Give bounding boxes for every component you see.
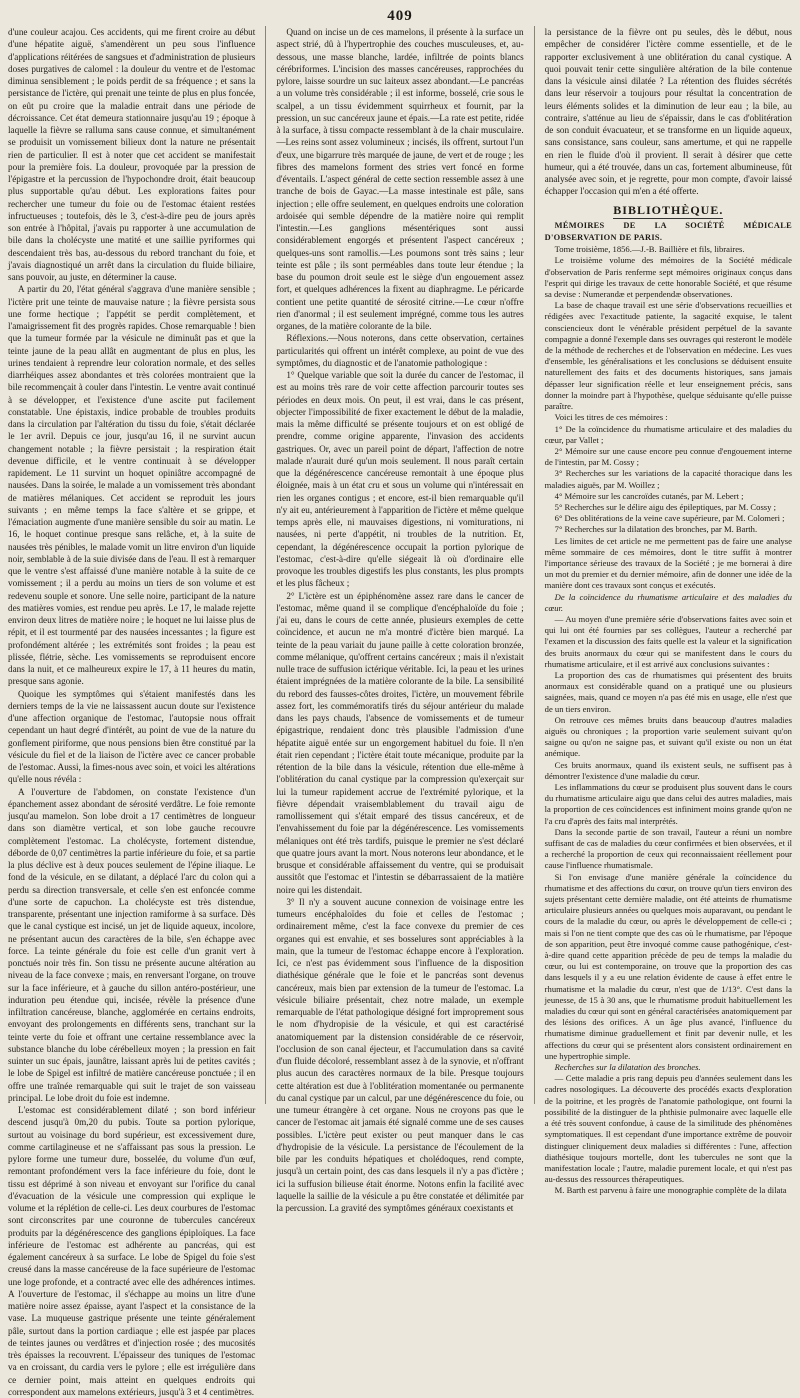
after-list-paragraph: Les limites de cet article ne me permettent pas de faire une analyse même sommaire de ces mémoires, dont le titre suffit à montrer l'importance sérieuse des travaux de la Société ; je me bornerai à dire un mot du premier et du dernier mémoire, afin de donner une idée de la manière dont ces travaux sont conçus et exécutés. xyxy=(544,535,792,591)
paragraph: Ces bruits anormaux, quand ils existent seuls, ne suffisent pas à démontrer l'existence d'une maladie du cœur. xyxy=(544,759,792,781)
section-title: BIBLIOTHÈQUE. xyxy=(613,202,724,217)
subsection-2-paragraphs xyxy=(545,1073,792,1196)
review-publication: Tome troisième, 1856.—J.-B. Baillière et fils, libraires. xyxy=(554,244,745,255)
subsection-1-title-text: De la coïncidence du rhumatisme articulaire et des maladies du cœur. xyxy=(544,591,792,613)
paragraph: La base de chaque travail est une série d'observations recueillies et rédigées avec l'exactitude patiente, la sagacité exquise, le talent consciencieux dont le vénérable président perpétuel de la savante compagnie a donné l'exemple dans ses ouvrages qui resteront le modèle de la méthode de recherches et de l'observation en médecine. Les vues d'ensemble, les généralisations et les conclusions se déduisent ensuite naturellement des faits et des documents historiques, sans jamais dépasser leur signification réelle et leur enseignement précis, sans donner la moindre part à l'hypothèse, quelque séduisante qu'elle puisse paraître. xyxy=(544,300,792,412)
paragraph: Les inflammations du cœur se produisent plus souvent dans le cours du rhumatisme articulaire aigu que dans celui des autres maladies, mais la proportion de ces coïncidences est infiniment moins grande qu'on ne l'a cru d'après des faits mal interprétés. xyxy=(544,782,792,826)
column-divider xyxy=(265,26,266,1104)
paragraph: Le troisième volume des mémoires de la Société médicale d'observation de Paris renferme sept mémoires originaux conçus dans l'esprit qui dirige les travaux de cette honorable Société, et que résume sa devise : Numerandæ et perpendendæ observationes. xyxy=(544,255,792,300)
paragraph: On retrouve ces mêmes bruits dans beaucoup d'autres maladies aiguës ou chroniques ; la proportion varie seulement suivant qu'on saigne ou qu'on ne saigne pas, et suivant qu'il existe ou non un état anémique. xyxy=(544,714,792,759)
paragraph: 3° Recherches sur les variations de la capacité thoracique dans les maladies aiguës, par M. Woillez ; xyxy=(544,468,792,490)
paragraph: 1° De la coïncidence du rhumatisme articulaire et des maladies du cœur, par Vallet ; xyxy=(544,423,792,445)
paragraph: Quand on incise un de ces mamelons, il présente à la surface un aspect strié, dû à l'hypertrophie des couches musculeuses, et, au-dessous, une masse blanche, lardée, infiltrée de points blancs cérébriformes. L'incision des masses cancéreuses, rapprochées du pylore, laisse sourdre un suc laiteux assez abondant.—Le pancréas a un volume très considérable ; il est informe, bosselé, crie sous le scalpel, a un tissu évidemment squirrheux et fournit, par la pression, un suc cancéreux jaune et épais.—La rate est petite, ridée à la surface, à tissu compacte ressemblant à de la chair musculaire.—Les reins sont assez volumineux ; incisés, ils offrent, surtout l'un d'eux, une bigarrure très marquée de jaune, de vert et de rouge ; les fibres des mamelons forment des stries vert foncé en forme d'éventails. L'aspect général de cette section ressemble assez à une tranche de bois de Gayac.—La masse intestinale est pâle, sans injection ; elle offre seulement, en quelques endroits une coloration ardoisée qui semble dépendre de la matière noire qui remplit l'intestin.—Les ganglions mésentériques sont aussi considérablement engorgés et présentent l'aspect cancéreux ; quelques-uns sont ramollis.—Les poumons sont très sains ; leur teinte est pâle ; ils sont perméables dans toute leur étendue ; la base du poumon droit seule est le siège d'un engouement assez fort, et quelques adhérences la fixent au diaphragme. Le péricarde contient une petite quantité de sérosité citrine.—Le cœur n'offre rien d'anormal ; il est seulement imprégné, comme tous les autres organes, de la matière colorante de la bile. xyxy=(276,27,524,331)
subsection-1-title xyxy=(545,592,792,614)
column-1 xyxy=(8,26,256,1397)
paragraph: d'une couleur acajou. Ces accidents, qui me firent croire au début d'une hépatite aiguë, s'amendèrent un peu sous l'influence d'applications réitérées de sangsues et d'administration de plusieurs doses purgatives de calomel : la douleur du ventre et de l'estomac diminua sensiblement ; le poids perdit de sa fréquence ; et sans la persistance de l'ictère, qui prenait une teinte de plus en plus foncée, on eût pu croire que la maladie entrait dans une période de décroissance. Cet état demeura stationnaire jusqu'au 19 ; époque à laquelle la fièvre se ralluma sans cause connue, et simultanément se produisit un vomissement bilieux dont la nature ne présentait rien de particulier. Il est à noter que cet accident se manifestait pour la première fois. La douleur, provoquée par la pression de l'épigastre et la percussion de l'hypochondre droit, était beaucoup plus supportable qu'au début. Les explorations faites pour rechercher une tumeur du foie ou de l'estomac étaient restées infructueuses ; toutefois, dès le 3, c'est-à-dire peu de jours après son entrée à l'hôpital, j'avais pu rapporter à une accumulation de bile dans la cholécyste une matité et une saillie pyriformes qui descendaient très bas, au-dessous du rebord tranchant du foie, et j'avais diagnostiqué un arrêt dans la circulation du fluide biliaire, sans pouvoir, au juste, en déterminer la cause. xyxy=(8,27,256,282)
memoir-list xyxy=(545,424,792,536)
paragraph: M. Barth est parvenu à faire une monographie complète de la dilata xyxy=(554,1185,787,1196)
paragraph: Si l'on envisage d'une manière générale la coïncidence du rhumatisme et des affections du cœur, on trouve qu'un tiers environ des sujets présentant cette dernière maladie, ont été atteints de rhumatisme articulaire plusieurs années ou quelques mois auparavant, ou pendant le cours de la maladie du cœur, ou après le développement de celle-ci ; mais si l'on ne tient compte que des cas où le rhumatisme, par l'époque de son apparition, peut être invoqué comme cause pathogénique, c'est-à-dire quand cette apparition précède de peu de temps la maladie du cœur, ou lui est contemporaine, on trouve que la proportion des cas dans lesquels il y a eu une relation évidente de cause à effet entre le rhumatisme et la maladie du cœur, n'est que de 1/13°. C'est dans la jeunesse, de 15 à 30 ans, que le rhumatisme produit habituellement les maladies du cœur qui sont en général caractérisées anatomiquement par des lésions des orifices. A un âge plus avancé, l'influence du rhumatisme diminue graduellement et finit par devenir nulle, et les affections du cœur qui se présentent alors consistent ordinairement en une hypertrophie simple. xyxy=(544,871,792,1061)
column-3-intro: la persistance de la fièvre ont pu seules, dès le début, nous empêcher de considérer l'ictère comme essentielle, et de le rapporter exclusivement à une oblitération du canal cystique. A quoi pouvait tenir cette singulière altération de la bile contenue dans la vésicule ainsi dilatée ? La rétention des fluides sécrétés dans leur réservoir a toujours pour résultat la concentration de leurs éléments solides et la diminution de leur eau ; la bile, au contraire, s'atténue au lieu de s'épaissir, dans le cas d'oblitération de son conduit évacuateur, et se transforme en un liquide aqueux, sans consistance, sans couleur, sans amertume, et qui ne rappelle en rien le fluide d'où il provient. Il serait à désirer que cette humeur, qui a été trouvée, dans un cas, fortement albumineuse, fût analysée avec soin, et je regrette, pour mon compte, d'avoir laissé échapper l'occasion qui m'en a été offerte. xyxy=(544,27,792,197)
paragraph: 4° Mémoire sur les cancroïdes cutanés, par M. Lebert ; xyxy=(554,490,744,501)
paragraph: A partir du 20, l'état général s'aggrava d'une manière sensible ; l'ictère prit une teinte de mauvaise nature ; la fièvre persista sous une forme hectique ; l'appétit se perdit complètement, et l'amaigrissement fit des progrès rapides. Chose remarquable ! bien que la tumeur formée par la vésicule ne diminuât pas et que la teinte jaune de la peau allât en augmentant de plus en plus, les urines tendaient à reprendre leur coloration normale, et des selles diarrhéiques assez abondantes et très colorées montraient que la bile recommençait à couler dans l'intestin. Le ventre avait continué à se développer, et l'existence d'une ascite put facilement constatable. Une épistaxis, indice probable de troubles produits dans la circulation par l'altération du tissu du foie, s'était déclarée le 1er avril. Depuis ce jour, jusqu'au 16, il ne survint aucun changement notable ; la fièvre persistait ; la respiration était devenue difficile, et le ventre continuait à se développer rapidement. Le 11 survint un hoquet opiniâtre accompagné de nausées. Dans la soirée, le malade a un vomissement très abondant de matières mélaniques. Cet accident se reproduit les jours suivants ; en même temps la face s'altère et se grippe, et l'émaciation augmente d'une manière sensible du soir au matin. Le 16, le hoquet continue presque sans relâche, et, à la suite de nausées très pénibles, le malade vomit un litre environ d'un liquide noir, semblable à de la suie divisée dans de l'eau. Il est à remarquer que le ventre s'est affaissé d'une manière notable à la suite de ce vomissement ; il a perdu au moins un tiers de son volume et est redevenu souple et sonore. Une selle noire, participant de la nature des matières vomies, est rendue peu après. Le 17, le malade rejette environ deux litres de matière noire ; le hoquet ne lui laisse plus de répit, et il est tourmenté par des nausées incessantes ; la figure est profondément altérée ; les extrémités sont froides ; la peau est plissée, flétrie, sèche. Les vomissements se reproduisent encore dans la nuit, et ce malheureux expire le 17, à 11 heures du matin, presque sans agonie. xyxy=(8,284,256,687)
paragraph: 5° Recherches sur le délire aigu des épileptiques, par M. Cossy ; xyxy=(554,501,776,512)
review-paragraphs xyxy=(545,255,792,423)
column-divider xyxy=(534,26,535,1104)
paragraph: 2° Mémoire sur une cause encore peu connue d'engouement interne de l'intestin, par M. Cossy ; xyxy=(544,445,792,468)
paragraph: La proportion des cas de rhumatismes qui présentent des bruits anormaux est considérable quand on a pratiqué une ou plusieurs saignées, mais, quand ce moyen n'a pas été mis en usage, elle n'est que de un tiers environ. xyxy=(544,669,792,714)
column-3 xyxy=(544,26,792,1196)
paragraph: 3° Il n'y a souvent aucune connexion de voisinage entre les tumeurs encéphaloïdes du foie et celles de l'estomac ; ordinairement même, c'est la face convexe du premier de ces organes qui est envahie, et ses bosselures sont appréciables à la main, que la tumeur de l'estomac échappe encore à l'exploration. Ici, ce n'est pas évidemment sous l'influence de la disposition diathésique générale que le foie et le pancréas sont devenus cancéreux, mais bien par extension de la tumeur de l'estomac. La vésicule biliaire présentait, chez notre malade, un exemple remarquable de l'état pathologique désigné fort improprement sous le nom d'hydropisie de la vésicule, et qui est caractérisé anatomiquement par la distension considérable de ce réservoir, l'occlusion de son canal éjecteur, et l'accumulation dans sa cavité d'un fluide décoloré, ressemblant assez à de la synovie, et n'offrant plus aucun des caractères normaux de la bile. Presque toujours cette altération est due à l'oblitération momentanée ou permanente du canal cystique par un calcul, par une dégénérescence du foie, ou une tumeur étrangère à cet organe. Nous ne croyons pas que le cancer de l'estomac ait jamais été signalé comme une de ses causes possibles. L'ictère peut exister ou peut manquer dans le cas d'hydropisie de la vésicule. La persistance de l'écoulement de la bile par les conduits hépatiques et cholédoques, rend compte, jusqu'à un certain point, des cas dans lesquels il n'y a pas d'ictère ; ici la suffusion bilieuse était énorme. Notons enfin la facilité avec laquelle la saillie de la vésicule a pu être constatée et délimitée par la percussion. La gravité des symptômes généraux coexistants et xyxy=(276,896,524,1213)
paragraph: Dans la seconde partie de son travail, l'auteur a réuni un nombre suffisant de cas de maladies du cœur confirmées et bien observées, et il a recherché la proportion de ceux qui reconnaissaient réellement pour cause l'influence rhumatismale. xyxy=(544,826,792,871)
paragraph: 2° L'ictère est un épiphénomène assez rare dans le cancer de l'estomac, même quand il se complique d'encéphaloïde du foie ; j'ai eu, dans le cours de cette année, plusieurs exemples de cette coïncidence, et aucun ne m'a montré d'ictère bien marqué. La teinte de la peau variait du jaune paille à cette coloration bronzée, comme mélanique, qu'offrent certains cancéreux ; mais il n'existait nulle trace de suffusion ictérique véritable. Ici, la peau et les urines étaient imprégnées de la matière colorante de la bile. La sensibilité du rebord des fausses-côtes droites, l'ictère, un mouvement fébrile assez fort, les commémoratifs tirés du séjour antérieur du malade dans les pays chauds, l'absence de vomissements et de tumeur épigastrique, rendaient donc très plausible l'admission d'une hépatite aiguë entée sur un engorgement habituel du foie. Il n'en était rien cependant ; l'ictère était toute mécanique, produite par la rétention de la bile dans la vésicule, rétention due elle-même à l'oblitération du canal cystique par la compression qu'exerçait sur lui la tumeur rapidement accrue de l'extrémité pylorique, et la fièvre dépendait vraisemblablement du travail aigu de ramollissement qui s'était emparé des tissus cancéreux, et de l'envahissement du foie par la dégénérescence. Les vomissements mélaniques ont été très tardifs, puisque le premier ne s'est déclaré que quatre jours avant la mort. Nous noterons leur abondance, et le brusque et considérable affaissement du ventre, qui se produisait aussitôt que l'estomac et l'intestin se débarrassaient de la matière noire qui les distendait. xyxy=(276,590,524,895)
columns xyxy=(8,26,792,1397)
paragraph: — Cette maladie a pris rang depuis peu d'années seulement dans les cadres nosologiques. La découverte des procédés exacts d'exploration de la poitrine, et les progrès de l'anatomie pathologique, ont fourni la possibilité de la distinguer de la phthisie pulmonaire avec laquelle elle a été très souvent confondue, à cause de la similitude des phénomènes symptomatiques. Il est cependant d'une importance extrême de pouvoir distinguer cliniquement deux maladies si différentes : l'une, affection diathésique toujours mortelle, dont les tubercules ne sont que la manifestation locale ; l'autre, maladie purement locale, et qui n'est pas au-dessus des ressources thérapeutiques. xyxy=(544,1073,792,1185)
subsection-2-title xyxy=(545,1062,792,1073)
paragraph: A l'ouverture de l'abdomen, on constate l'existence d'un épanchement assez abondant de sérosité verdâtre. Le foie remonte jusqu'au mamelon. Son lobe droit a 17 centimètres de longueur dans son diamètre vertical, et son lobe gauche recouvre complètement l'estomac. La cholécyste, fortement distendue, déborde de 0,07 centimètres la partie inférieure du foie, et sa partie la plus déclive est à deux pouces seulement de l'épine iliaque. Le fond de la vésicule, en se dilatant, a déplacé l'arc du colon qui a perdu sa direction transversale, et celle s'en est enfoncée comme d'une sorte de capuchon. La cholécyste est très distendue, transparente, présentant une injection ramiforme à sa surface. Dès que le canal cystique est incisé, un jet de liquide aqueux, incolore, ne présentant aucun des caractères de la bile, s'en échappe avec force. La teinte générale du foie est celle d'un granit vert à ponctués noir très fin. Son tissu ne présente aucune altération au niveau de la face convexe ; mais, en renversant l'organe, on trouve sur la face inférieure, et à gauche du sillon antéro-postérieur, une induration peu étendue qui, incisée, révèle la présence d'une infiltration cancéreuse, blanche, agglomérée en certains endroits, envoyant des prolongements en différents sens, tranchant sur la teinte verte du foie et offrant une certaine ressemblance avec la substance blanche du lobe cérébelleux moyen ; la pression en fait suinter un suc épais, jaunâtre, laissant après lui de petites cavités ; le lobe de Spigel est infiltré de matière cancéreuse ponctuée ; il en offre une traînée remarquable qui suit le trajet de son vaisseau principal. Le lobe droit du foie est indemne. xyxy=(8,786,256,1103)
paragraph: Réflexions.—Nous noterons, dans cette observation, certaines particularités qui offrent un intérêt complexe, au point de vue des symptômes, du diagnostic et de l'anatomie pathologique : xyxy=(276,333,524,368)
paragraph: Voici les titres de ces mémoires : xyxy=(554,412,668,423)
subsection-2-title-text: Recherches sur la dilatation des bronches. xyxy=(554,1062,701,1073)
paragraph: — Au moyen d'une première série d'observations faites avec soin et qui lui ont été fournies par ses collègues, l'auteur a recherché par l'examen et la discussion des faits quelle est la valeur et la signification des bruits anormaux du cœur qui se manifestent dans le cours du rhumatisme articulaire, et il est arrivé aux conclusions suivantes : xyxy=(544,613,792,669)
section-heading xyxy=(545,204,792,216)
page-number: 409 xyxy=(387,8,413,24)
paragraph: L'estomac est considérablement dilaté ; son bord inférieur descend jusqu'à 0m,20 du pubis. Toute sa portion pylorique, surtout au voisinage du bord supérieur, est excessivement dure, comme cartilagineuse et ne s'affaissant pas sous la pression. Le pylore forme une tumeur dure, bosselée, du volume d'un œuf, remontant profondément vers la face inférieure du foie, dont le tissu est déprimé à son niveau et envoyant sur l'orifice du canal d'évacuation de la vésicule une compression qui explique le volume et la réplétion de celle-ci. Les deux courbures de l'estomac sont circonscrites par une couronne de tubercules cancéreux produits par la dégénérescence des ganglions épiploïques. La face inférieure de l'estomac est adhérente au pancréas, qui est également cancéreux à sa surface. Le lobe de Spigel du foie s'est creusé dans la masse cancéreuse de la face supérieure de l'estomac une loge profonde, et a contracté avec elle des adhérences intimes. A l'ouverture de l'estomac, il s'échappe au moins un litre d'une matière noire assez épaisse, ayant l'aspect et la consistance de la vase. La muqueuse gastrique présente une teinte généralement pâle, surtout dans la portion cardiaque ; elle est jaspée par places de teintes jaunes ou verdâtres et d'injection rosée ; des mucosités très épaisses la recouvrent. L'épaisseur des tuniques de l'estomac va en croissant, du cardia vers le pylore ; elle est irrégulière dans ce dernier point, mais atteint en quelques endroits qui correspondent aux mamelons extérieurs, jusqu'à 3 et 4 centimètres. xyxy=(8,1105,256,1397)
subsection-1-paragraphs xyxy=(545,614,792,1062)
column-2 xyxy=(276,26,524,1213)
review-title: MÉMOIRES DE LA SOCIÉTÉ MÉDICALE D'OBSERVATION DE PARIS. xyxy=(544,220,792,242)
paragraph: 7° Recherches sur la dilatation des bronches, par M. Barth. xyxy=(554,524,758,535)
paragraph: 1° Quelque variable que soit la durée du cancer de l'estomac, il est au moins très rare de voir cette affection parcourir toutes ses périodes en deux mois. On peut, il est vrai, dans le cas présent, objecter l'impossibilité de fixer exactement le début de la maladie, mais la même difficulté se présente toujours et on est obligé de prendre, comme origine apparente, l'invasion des accidents gastriques. Or, avec un pareil point de départ, l'affection de notre malade n'aurait duré qu'un mois seulement. Il nous paraît certain que la dégénérescence cancéreuse remontait à une époque plus éloignée, mais à un état cru et sous un volume qui n'intéressait en rien les organes contigus ; et encore, est-il bien remarquable qu'il n'y ait eu, antérieurement à l'apparition de l'ictère et même quelque temps après elle, ni mauvaises digestions, ni vomiturations, ni nausées, ni perte d'appétit, ni troubles de la nutrition. Et, cependant, la dégénérescence occupait la portion pylorique de l'estomac, c'est-à-dire qu'elle siégeait là où d'ordinaire elle provoque les troubles digestifs les plus constants, les plus prompts et les plus fâcheux ; xyxy=(276,370,524,589)
paragraph: 6° Des oblitérations de la veine cave supérieure, par M. Colomeri ; xyxy=(554,513,785,524)
paragraph: Quoique les symptômes qui s'étaient manifestés dans les derniers temps de la vie ne laissassent aucun doute sur l'existence d'une affection organique de l'estomac, l'autopsie nous offrait cependant un haut degré d'intérêt, au point de vue de la nature du gonflement piriforme, que nous pensions bien être constitué par la vésicule du fiel et de la liaison de l'ictère avec ce cancer probable de l'estomac. Aussi, la fimes-nous avec soin, et voici les altérations qu'elle nous révéla : xyxy=(8,688,256,785)
